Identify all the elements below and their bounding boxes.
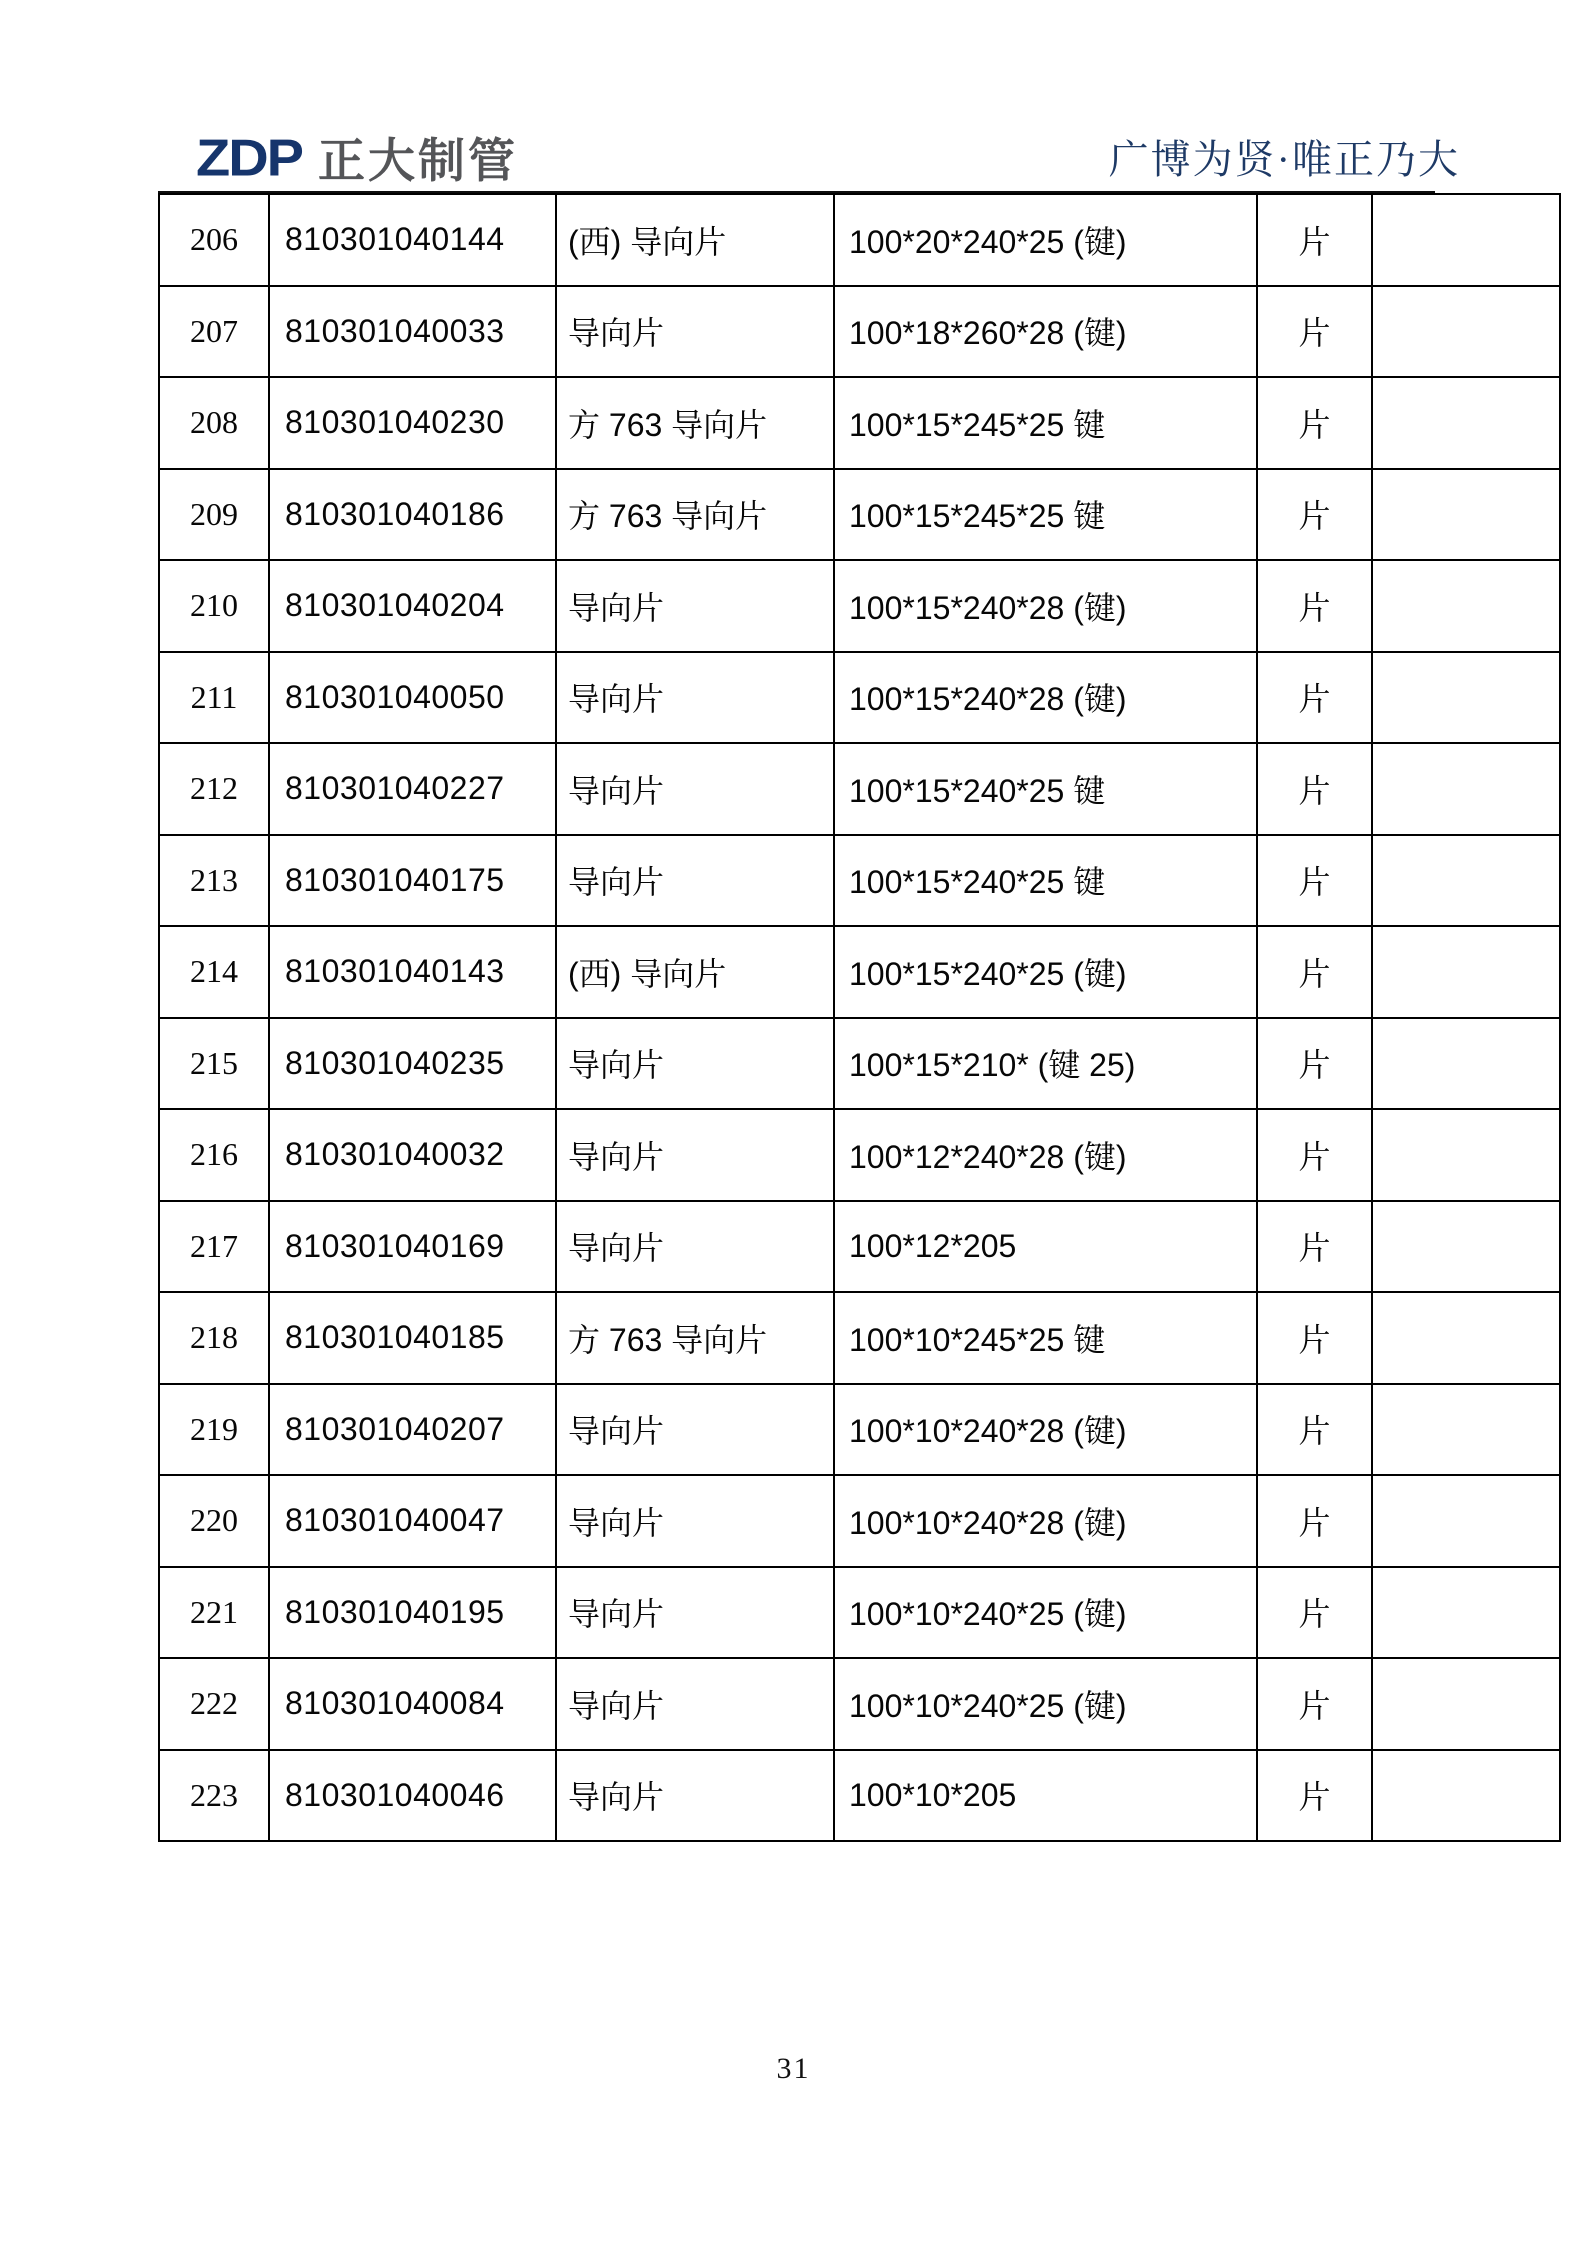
material-code-cell: 810301040046 <box>269 1750 556 1842</box>
spec-cell: 100*10*240*28 (键) <box>834 1384 1257 1476</box>
unit-cell: 片 <box>1257 469 1372 561</box>
unit-cell: 片 <box>1257 194 1372 286</box>
note-cell <box>1372 652 1560 744</box>
spec-cell: 100*15*240*25 (键) <box>834 926 1257 1018</box>
note-cell <box>1372 1384 1560 1476</box>
material-code-cell: 810301040204 <box>269 560 556 652</box>
company-logo <box>196 128 518 187</box>
part-name-cell: 导向片 <box>556 835 834 927</box>
part-name-cell: 方 763 导向片 <box>556 469 834 561</box>
table-row <box>159 926 1560 1018</box>
part-name-cell: (西) 导向片 <box>556 194 834 286</box>
table-row <box>159 1292 1560 1384</box>
row-number-cell: 214 <box>159 926 269 1018</box>
row-number-cell: 212 <box>159 743 269 835</box>
spec-cell: 100*15*240*25 键 <box>834 743 1257 835</box>
part-name-cell: 导向片 <box>556 743 834 835</box>
spec-cell: 100*15*210* (键 25) <box>834 1018 1257 1110</box>
unit-cell: 片 <box>1257 1750 1372 1842</box>
material-code-cell: 810301040143 <box>269 926 556 1018</box>
note-cell <box>1372 1292 1560 1384</box>
table-row <box>159 286 1560 378</box>
row-number-cell: 206 <box>159 194 269 286</box>
note-cell <box>1372 1109 1560 1201</box>
company-name: 正大制管 <box>318 134 518 187</box>
unit-cell: 片 <box>1257 1109 1372 1201</box>
unit-cell: 片 <box>1257 835 1372 927</box>
table-row <box>159 1018 1560 1110</box>
unit-cell: 片 <box>1257 1292 1372 1384</box>
row-number-cell: 217 <box>159 1201 269 1293</box>
spec-cell: 100*15*245*25 键 <box>834 377 1257 469</box>
row-number-cell: 211 <box>159 652 269 744</box>
table-row <box>159 377 1560 469</box>
material-code-cell: 810301040032 <box>269 1109 556 1201</box>
note-cell <box>1372 1475 1560 1567</box>
material-code-cell: 810301040033 <box>269 286 556 378</box>
row-number-cell: 213 <box>159 835 269 927</box>
table-row <box>159 1201 1560 1293</box>
spec-cell: 100*20*240*25 (键) <box>834 194 1257 286</box>
row-number-cell: 216 <box>159 1109 269 1201</box>
part-name-cell: 导向片 <box>556 1567 834 1659</box>
material-code-cell: 810301040195 <box>269 1567 556 1659</box>
table-row <box>159 1567 1560 1659</box>
part-name-cell: 导向片 <box>556 1109 834 1201</box>
material-code-cell: 810301040186 <box>269 469 556 561</box>
note-cell <box>1372 469 1560 561</box>
row-number-cell: 220 <box>159 1475 269 1567</box>
spec-cell: 100*15*240*25 键 <box>834 835 1257 927</box>
table-row <box>159 1384 1560 1476</box>
material-code-cell: 810301040169 <box>269 1201 556 1293</box>
part-name-cell: 导向片 <box>556 286 834 378</box>
spec-cell: 100*10*240*28 (键) <box>834 1475 1257 1567</box>
note-cell <box>1372 194 1560 286</box>
material-code-cell: 810301040230 <box>269 377 556 469</box>
material-code-cell: 810301040175 <box>269 835 556 927</box>
row-number-cell: 221 <box>159 1567 269 1659</box>
row-number-cell: 208 <box>159 377 269 469</box>
material-code-cell: 810301040050 <box>269 652 556 744</box>
material-code-cell: 810301040207 <box>269 1384 556 1476</box>
unit-cell: 片 <box>1257 1018 1372 1110</box>
part-name-cell: 导向片 <box>556 652 834 744</box>
part-name-cell: 方 763 导向片 <box>556 1292 834 1384</box>
material-code-cell: 810301040235 <box>269 1018 556 1110</box>
part-name-cell: 导向片 <box>556 1201 834 1293</box>
table-row <box>159 1750 1560 1842</box>
table-row <box>159 1475 1560 1567</box>
spec-cell: 100*12*205 <box>834 1201 1257 1293</box>
spec-cell: 100*15*240*28 (键) <box>834 560 1257 652</box>
note-cell <box>1372 743 1560 835</box>
note-cell <box>1372 1750 1560 1842</box>
unit-cell: 片 <box>1257 560 1372 652</box>
part-name-cell: 导向片 <box>556 560 834 652</box>
unit-cell: 片 <box>1257 286 1372 378</box>
table-row <box>159 1109 1560 1201</box>
row-number-cell: 207 <box>159 286 269 378</box>
row-number-cell: 222 <box>159 1658 269 1750</box>
material-code-cell: 810301040227 <box>269 743 556 835</box>
company-slogan: 广博为贤·唯正乃大 <box>1108 137 1460 182</box>
material-code-cell: 810301040047 <box>269 1475 556 1567</box>
unit-cell: 片 <box>1257 377 1372 469</box>
part-name-cell: 导向片 <box>556 1384 834 1476</box>
unit-cell: 片 <box>1257 926 1372 1018</box>
note-cell <box>1372 1658 1560 1750</box>
note-cell <box>1372 560 1560 652</box>
spec-cell: 100*12*240*28 (键) <box>834 1109 1257 1201</box>
parts-table <box>158 193 1561 1842</box>
row-number-cell: 209 <box>159 469 269 561</box>
note-cell <box>1372 377 1560 469</box>
note-cell <box>1372 286 1560 378</box>
row-number-cell: 210 <box>159 560 269 652</box>
table-row <box>159 835 1560 927</box>
spec-cell: 100*10*245*25 键 <box>834 1292 1257 1384</box>
unit-cell: 片 <box>1257 652 1372 744</box>
spec-cell: 100*15*240*28 (键) <box>834 652 1257 744</box>
spec-cell: 100*10*205 <box>834 1750 1257 1842</box>
logo-zdp-icon: ZDP <box>196 128 302 187</box>
unit-cell: 片 <box>1257 1201 1372 1293</box>
note-cell <box>1372 835 1560 927</box>
unit-cell: 片 <box>1257 1567 1372 1659</box>
part-name-cell: 导向片 <box>556 1750 834 1842</box>
unit-cell: 片 <box>1257 1475 1372 1567</box>
row-number-cell: 215 <box>159 1018 269 1110</box>
row-number-cell: 218 <box>159 1292 269 1384</box>
table-row <box>159 469 1560 561</box>
spec-cell: 100*10*240*25 (键) <box>834 1567 1257 1659</box>
part-name-cell: 导向片 <box>556 1658 834 1750</box>
unit-cell: 片 <box>1257 743 1372 835</box>
note-cell <box>1372 1201 1560 1293</box>
spec-cell: 100*10*240*25 (键) <box>834 1658 1257 1750</box>
page-number: 31 <box>776 2052 811 2085</box>
spec-cell: 100*15*245*25 键 <box>834 469 1257 561</box>
part-name-cell: 方 763 导向片 <box>556 377 834 469</box>
note-cell <box>1372 1018 1560 1110</box>
note-cell <box>1372 926 1560 1018</box>
table-row <box>159 1658 1560 1750</box>
row-number-cell: 223 <box>159 1750 269 1842</box>
spec-cell: 100*18*260*28 (键) <box>834 286 1257 378</box>
unit-cell: 片 <box>1257 1658 1372 1750</box>
table-row <box>159 743 1560 835</box>
material-code-cell: 810301040144 <box>269 194 556 286</box>
table-row <box>159 652 1560 744</box>
unit-cell: 片 <box>1257 1384 1372 1476</box>
row-number-cell: 219 <box>159 1384 269 1476</box>
table-row <box>159 194 1560 286</box>
table-row <box>159 560 1560 652</box>
part-name-cell: 导向片 <box>556 1018 834 1110</box>
material-code-cell: 810301040185 <box>269 1292 556 1384</box>
part-name-cell: 导向片 <box>556 1475 834 1567</box>
material-code-cell: 810301040084 <box>269 1658 556 1750</box>
note-cell <box>1372 1567 1560 1659</box>
part-name-cell: (西) 导向片 <box>556 926 834 1018</box>
